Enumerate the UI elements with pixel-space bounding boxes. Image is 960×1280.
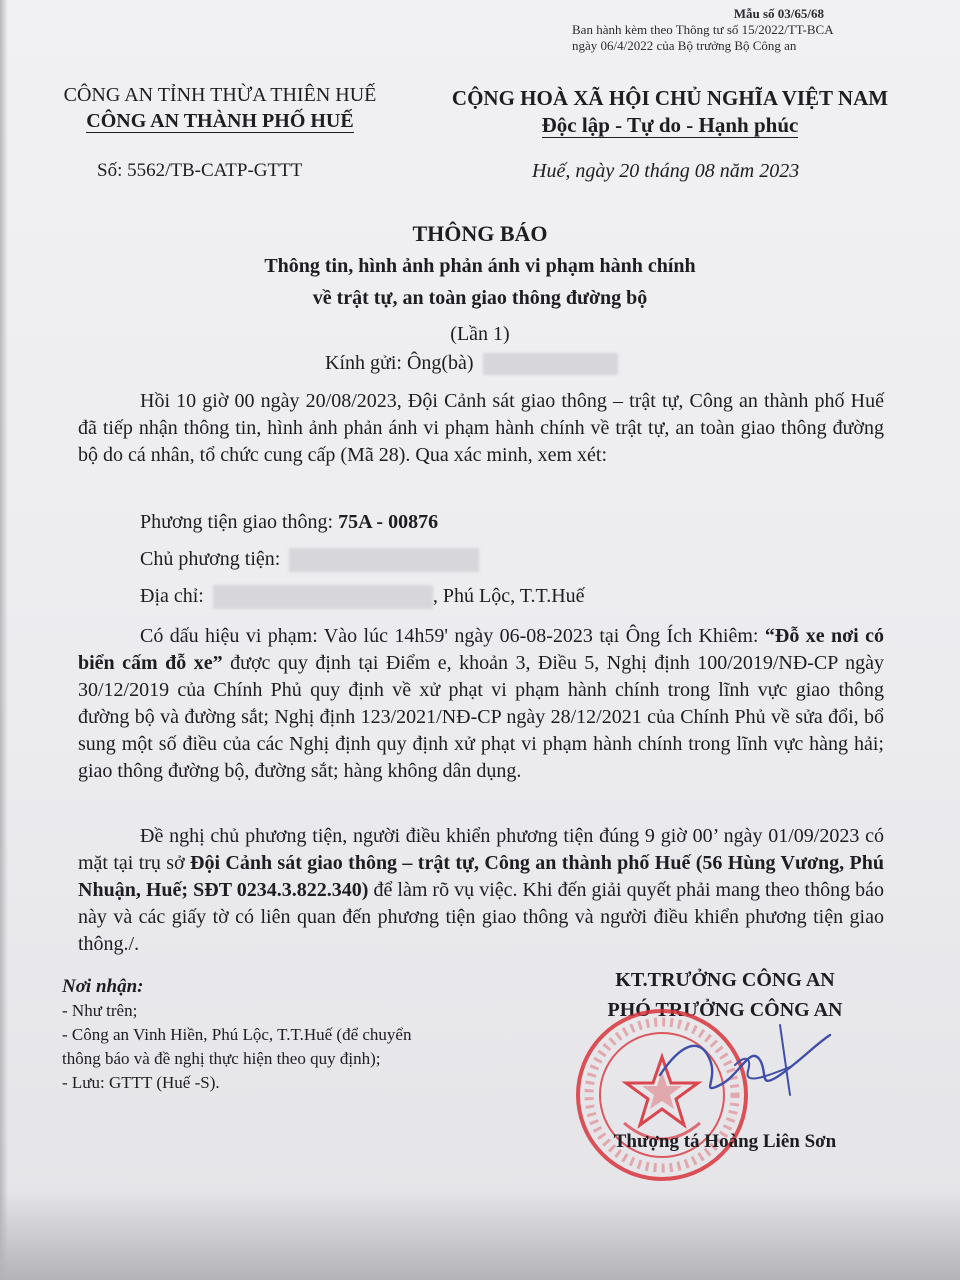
form-ref-line2: ngày 06/4/2022 của Bộ trưởng Bộ Công an [572,38,797,53]
violation-paragraph [78,623,884,785]
issuing-agency [30,82,410,134]
recipient-line [325,352,618,375]
agency-unit: CÔNG AN THÀNH PHỐ HUẾ [86,110,354,132]
recipients-item: thông báo và đề nghị thực hiện theo quy định); [62,1049,381,1068]
title-sub2: về trật tự, an toàn giao thông đường bộ [312,287,648,309]
recipients-item: - Công an Vinh Hiền, Phú Lộc, T.T.Huế (để chuyển [62,1025,412,1044]
violation-name: “Đỗ xe nơi có biển cấm đỗ xe” [78,625,885,674]
form-ref-line1: Ban hành kèm theo Thông tư số 15/2022/TT-BCA [572,22,834,37]
recipients-item: - Lưu: GTTT (Huế -S). [62,1073,220,1092]
request-start: Đề nghị chủ phương tiện, người điều khiển phương tiện đúng 9 giờ 00’ ngày 01/09/2023 có mặt tại trụ sở [78,825,884,874]
document-number: Số: 5562/TB-CATP-GTTT [97,160,303,181]
violation-intro: Có dấu hiệu vi phạm: Vào lúc 14h59' ngày 06-08-2023 tại Ông Ích Khiêm: [140,625,759,647]
redacted-address [213,585,433,609]
motto: Độc lập - Tự do - Hạnh phúc [541,113,799,137]
form-reference [572,6,872,54]
recipients-item: - Như trên; [62,1001,138,1020]
document-date: Huế, ngày 20 tháng 08 năm 2023 [532,160,800,182]
vehicle-plate: 75A - 00876 [338,511,439,533]
title-sub1: Thông tin, hình ảnh phản ánh vi phạm hành chính [264,255,696,277]
address-label: Địa chỉ: [140,585,204,607]
agency-parent: CÔNG AN TỈNH THỪA THIÊN HUẾ [63,84,377,106]
recipients-list [62,975,532,1095]
recipients-title: Nơi nhận: [62,976,144,997]
owner-label: Chủ phương tiện: [140,548,281,570]
document-title [0,218,960,350]
national-heading [420,85,920,139]
intro-paragraph: Hồi 10 giờ 00 ngày 20/08/2023, Đội Cảnh sát giao thông – trật tự, Công an thành phố Huế đã tiếp nhận thông tin, hình ảnh phản ánh vi phạm hành chính về trật tự, an toàn giao thông đường bộ do cá nhân, tổ chức cung cấp (Mã 28). Qua xác minh, xem xét: [78,390,884,466]
sign-title-1: KT.TRƯỞNG CÔNG AN [615,969,835,991]
handwritten-signature-icon [640,1005,840,1125]
address-line [140,585,585,609]
redacted-owner-name [289,548,479,572]
address-suffix: , Phú Lộc, T.T.Huế [432,585,585,607]
request-end: để làm rõ vụ việc. Khi đến giải quyết phải mang theo thông báo này và các giấy tờ có liên quan đến phương tiện giao thông và người điều khiển phương tiện giao thông./. [78,879,885,955]
vehicle-label: Phương tiện giao thông: [140,511,334,533]
nation-name: CỘNG HOÀ XÃ HỘI CHỦ NGHĨA VIỆT NAM [451,86,889,110]
page-shadow [0,1190,960,1280]
request-place: Đội Cảnh sát giao thông – trật tự, Công an thành phố Huế (56 Hùng Vương, Phú Nhuận, Huế; SĐT 0234.3.822.340) [78,852,884,901]
signer-name: Thượng tá Hoàng Liên Sơn [613,1131,837,1152]
title-time: (Lần 1) [450,323,510,345]
page-edge [0,0,8,1280]
vehicle-line [140,511,438,534]
redacted-recipient-name [483,353,618,375]
form-code: Mẫu số 03/65/68 [733,6,824,21]
request-paragraph [78,823,884,958]
violation-rest: được quy định tại Điểm e, khoản 3, Điều 5, Nghị định 100/2019/NĐ-CP ngày 30/12/2019 của Chính Phủ quy định về xử phạt vi phạm hành chính trong lĩnh vực giao thông đường bộ và đường sắt; Nghị định 123/2021/NĐ-CP ngày 28/12/2021 của Chính Phủ về sửa đổi, bổ sung một số điều của các Nghị định quy định xử phạt vi phạm hành chính trong lĩnh vực hàng hải; giao thông đường bộ, đường sắt; hàng không dân dụng. [78,652,884,782]
recipient-label: Kính gửi: Ông(bà) [325,352,474,374]
title-main: THÔNG BÁO [412,221,548,246]
owner-line [140,548,479,572]
sign-title-2: PHÓ TRƯỞNG CÔNG AN [607,999,843,1021]
